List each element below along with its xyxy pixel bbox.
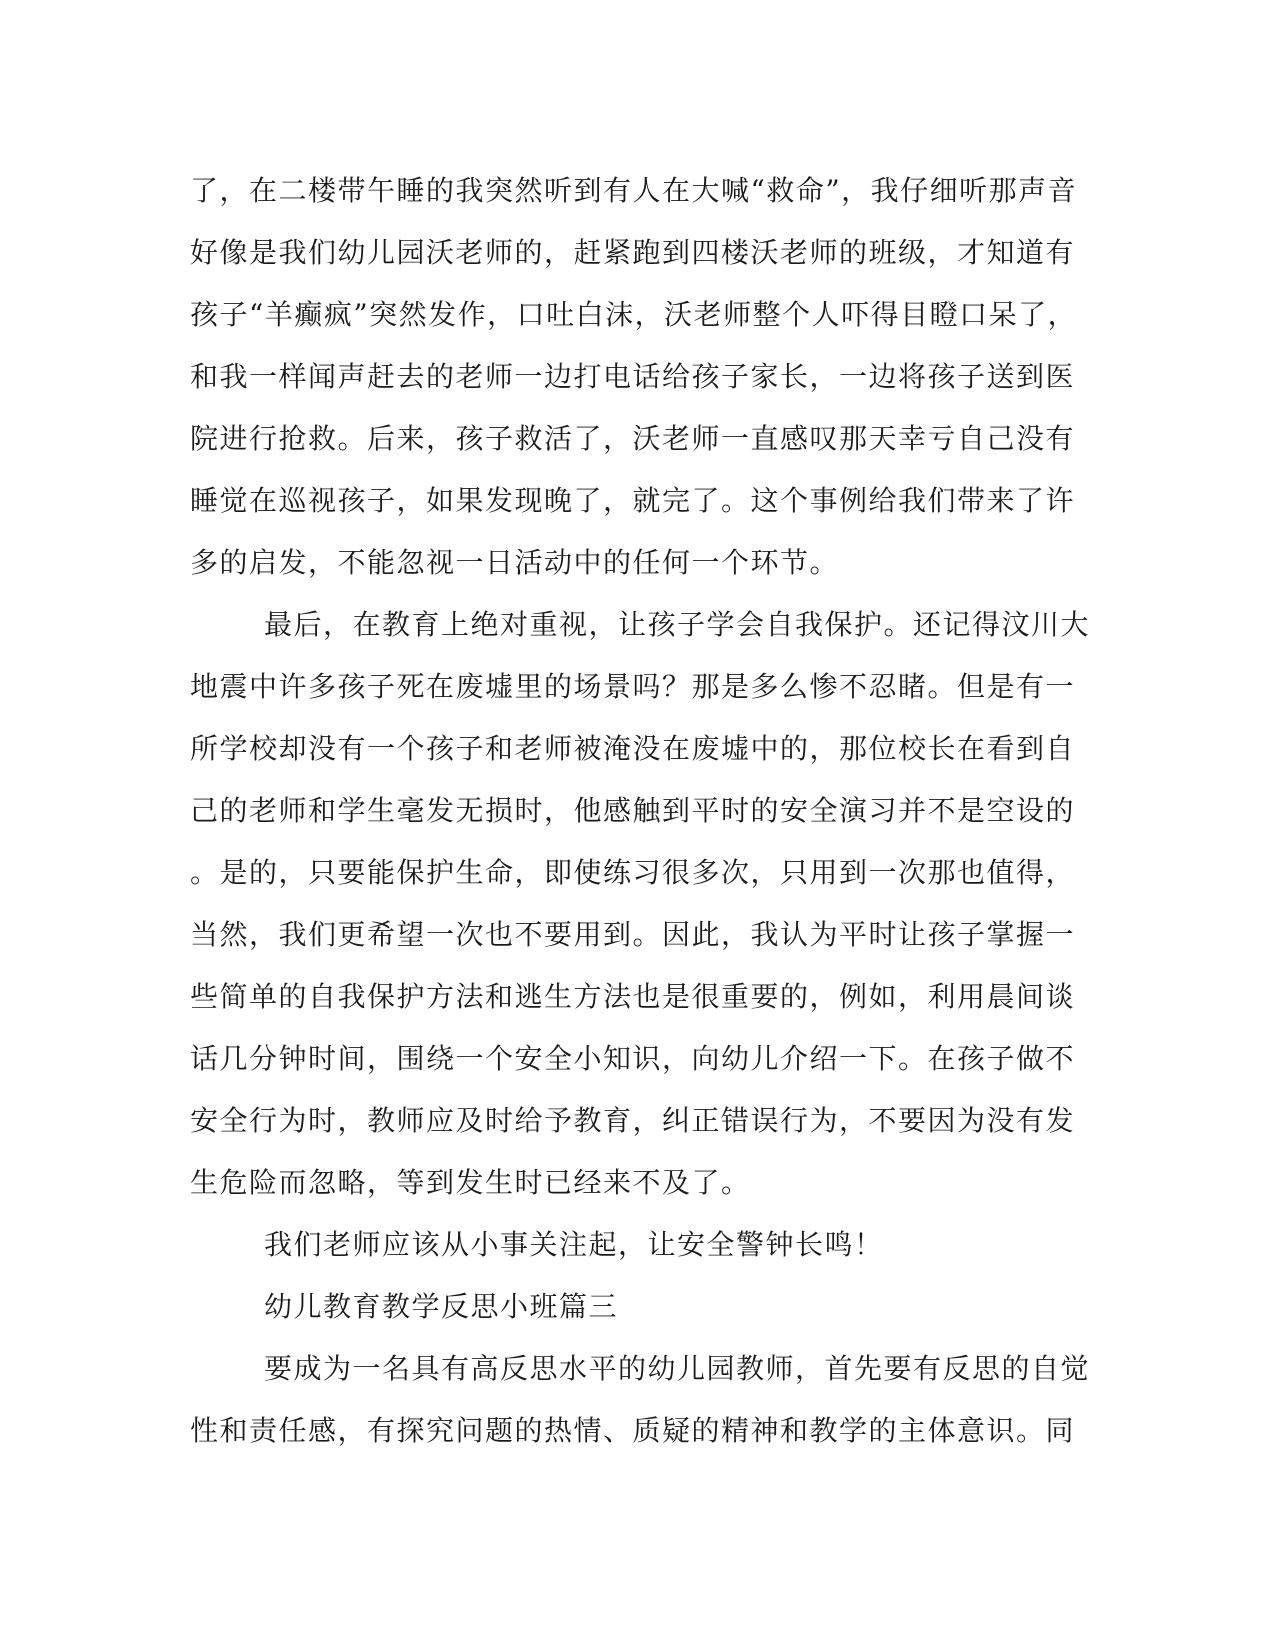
text-line: 生危险而忽略，等到发生时已经来不及了。 — [190, 1166, 751, 1199]
text-line: 和我一样闻声赶去的老师一边打电话给孩子家长，一边将孩子送到医 — [190, 360, 1076, 393]
text-line: 多的启发，不能忽视一日活动中的任何一个环节。 — [190, 546, 840, 579]
text-line: 好像是我们幼儿园沃老师的，赶紧跑到四楼沃老师的班级，才知道有 — [190, 236, 1076, 269]
text-line: 地震中许多孩子死在废墟里的场景吗？那是多么惨不忍睹。但是有一 — [190, 670, 1076, 703]
text-line: 性和责任感，有探究问题的热情、质疑的精神和教学的主体意识。同 — [190, 1414, 1076, 1447]
text-line: 些简单的自我保护方法和逃生方法也是很重要的，例如，利用晨间谈 — [190, 980, 1076, 1013]
text-line: 话几分钟时间，围绕一个安全小知识，向幼儿介绍一下。在孩子做不 — [190, 1042, 1076, 1075]
section-heading: 幼儿教育教学反思小班篇三 — [264, 1290, 619, 1323]
paragraph-start-line: 最后，在教育上绝对重视，让孩子学会自我保护。还记得汶川大 — [264, 608, 1091, 641]
text-line: 所学校却没有一个孩子和老师被淹没在废墟中的，那位校长在看到自 — [190, 732, 1076, 765]
body-text — [190, 160, 1091, 1462]
text-line: 己的老师和学生毫发无损时，他感触到平时的安全演习并不是空设的 — [190, 794, 1076, 827]
text-line: 安全行为时，教师应及时给予教育，纠正错误行为，不要因为没有发 — [190, 1104, 1076, 1137]
text-line: 。是的，只要能保护生命，即使练习很多次，只用到一次那也值得， — [190, 856, 1076, 889]
text-line: 睡觉在巡视孩子，如果发现晚了，就完了。这个事例给我们带来了许 — [190, 484, 1076, 517]
paragraph-start-line: 要成为一名具有高反思水平的幼儿园教师，首先要有反思的自觉 — [264, 1352, 1091, 1385]
text-line: 孩子“羊癫疯”突然发作，口吐白沫，沃老师整个人吓得目瞪口呆了， — [190, 298, 1078, 331]
text-line: 当然，我们更希望一次也不要用到。因此，我认为平时让孩子掌握一 — [190, 918, 1076, 951]
text-line: 院进行抢救。后来，孩子救活了，沃老师一直感叹那天幸亏自己没有 — [190, 422, 1076, 455]
text-line: 了，在二楼带午睡的我突然听到有人在大喊“救命”，我仔细听那声音 — [190, 174, 1078, 207]
paragraph-start-line: 我们老师应该从小事关注起，让安全警钟长鸣！ — [264, 1228, 884, 1261]
